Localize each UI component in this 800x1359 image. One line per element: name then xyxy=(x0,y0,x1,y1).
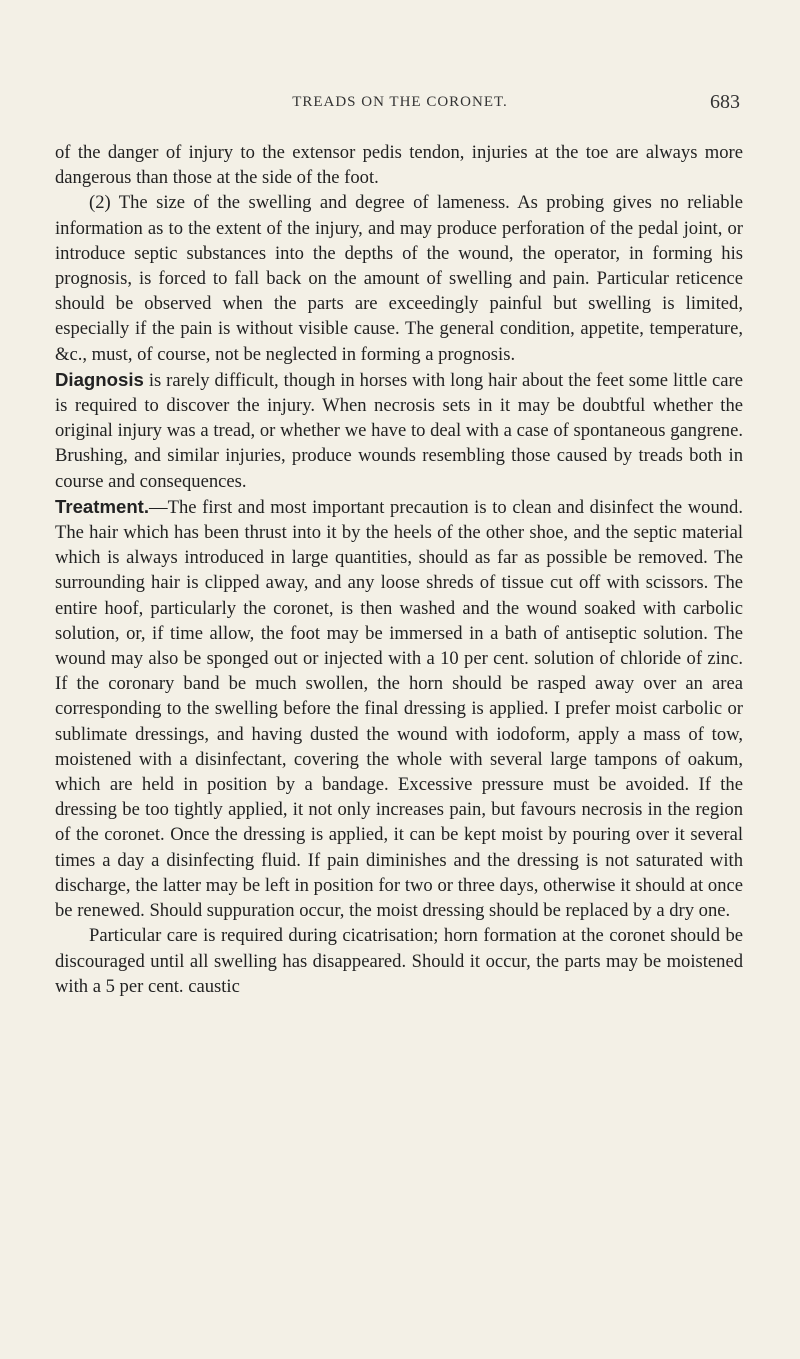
paragraph-text: of the danger of injury to the extensor pedis tendon, injuries at the toe are always more dangerous than those at the side of the foot. xyxy=(55,142,743,189)
section-heading-treatment: Treatment. xyxy=(55,495,150,517)
paragraph-text: —The first and most important precaution is to clean and disinfect the wound. The hair which has been thrust into it by the heels of the other shoe, and the septic material which is always introduced in large quantities, should as far as possible be removed. The surrounding hair is clipped away, and any loose shreds of tissue cut off with scissors. The entire hoof, particularly the coronet, is then washed and the wound soaked with carbolic solution, or, if time allow, the foot may be immersed in a bath of antiseptic solution. The wound may also be sponged out or injected with a 10 per cent. solution of chloride of zinc. If the coronary band be much swollen, the horn should be rasped away over an area corresponding to the swelling before the final dressing is applied. I prefer moist carbolic or sublimate dressings, and having dusted the wound with iodoform, apply a mass of tow, moistened with a disinfectant, covering the whole with several large tampons of oakum, which are held in position by a bandage. Excessive pressure must be avoided. If the dressing be too tightly applied, it not only increases pain, but favours necrosis in the region of the coronet. Once the dressing is applied, it can be kept moist by pouring over it several times a day a disinfecting fluid. If pain diminishes and the dressing is not saturated with discharge, the latter may be left in position for two or three days, otherwise it should at once be renewed. Should suppuration occur, the moist dressing should be replaced by a dry one. xyxy=(55,496,743,922)
section-heading-diagnosis: Diagnosis xyxy=(55,368,144,390)
paragraph-text: Particular care is required during cicatrisation; horn formation at the coronet should be discouraged until all swelling has disappeared. Should it occur, the parts may be moistened with a 5 per cent. caustic xyxy=(55,925,743,997)
running-title: TREADS ON THE CORONET. xyxy=(292,94,508,110)
paragraph-text: is rarely difficult, though in horses with long hair about the feet some little care is required to discover the injury. When necrosis sets in it may be doubtful whether the original injury was a tread, or whether we have to deal with a case of spontaneous gangrene. Brushing, and similar injuries, produce wounds resembling those caused by treads both in course and consequences. xyxy=(55,369,743,492)
paragraph-continuation xyxy=(55,140,743,190)
body-text xyxy=(55,140,743,999)
running-head xyxy=(60,91,740,124)
paragraph-swelling xyxy=(55,190,743,366)
paragraph-cicatrisation xyxy=(55,923,743,999)
paragraph-diagnosis xyxy=(55,367,743,494)
paragraph-text: (2) The size of the swelling and degree of lameness. As probing gives no reliable information as to the extent of the injury, and may produce perforation of the pedal joint, or introduce septic substances into the depths of the wound, the operator, in forming his prognosis, is forced to fall back on the amount of swelling and pain. Particular reticence should be observed when the parts are exceedingly painful but swelling is limited, especially if the pain is without visible cause. The general condition, appetite, temperature, &c., must, of course, not be neglected in forming a prognosis. xyxy=(55,192,743,365)
page-number: 683 xyxy=(710,91,740,113)
paragraph-treatment xyxy=(55,494,743,923)
